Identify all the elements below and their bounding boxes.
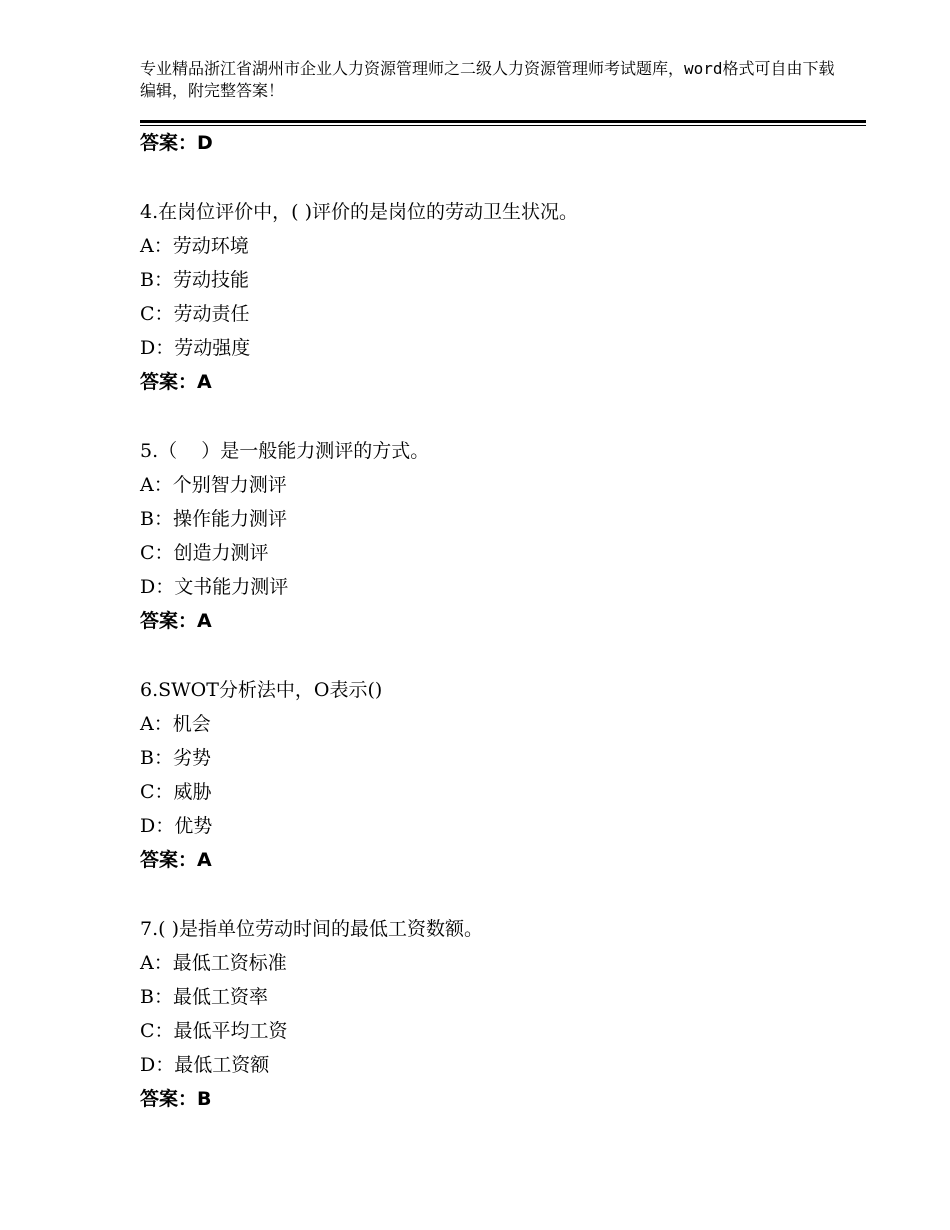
question-4	[140, 200, 860, 404]
option-d: D：劳动强度	[140, 337, 251, 359]
question-answer: 答案：A	[140, 849, 212, 871]
previous-answer: 答案：D	[140, 132, 213, 154]
question-stem: 7.( )是指单位劳动时间的最低工资数额。	[140, 918, 483, 940]
option-b: B：最低工资率	[140, 986, 268, 1008]
question-6	[140, 678, 860, 882]
option-d: D：最低工资额	[140, 1054, 270, 1076]
option-a: A：劳动环境	[140, 235, 249, 257]
option-c: C：劳动责任	[140, 303, 250, 325]
option-b: B：劳动技能	[140, 269, 249, 291]
option-a: A：最低工资标准	[140, 952, 287, 974]
question-stem: 4.在岗位评价中，( )评价的是岗位的劳动卫生状况。	[140, 201, 578, 223]
option-c: C：最低平均工资	[140, 1020, 288, 1042]
document-header: 专业精品浙江省湖州市企业人力资源管理师之二级人力资源管理师考试题库，word格式可自由下载编辑，附完整答案！	[140, 59, 835, 100]
question-5	[140, 439, 860, 643]
option-c: C：威胁	[140, 781, 212, 803]
question-7	[140, 917, 860, 1121]
question-stem: 5.（ ）是一般能力测评的方式。	[140, 440, 430, 462]
option-d: D：优势	[140, 815, 213, 837]
option-c: C：创造力测评	[140, 542, 269, 564]
option-a: A：机会	[140, 713, 211, 735]
question-answer: 答案：A	[140, 371, 212, 393]
header-divider-thick	[140, 120, 866, 123]
option-a: A：个别智力测评	[140, 474, 287, 496]
question-answer: 答案：B	[140, 1088, 212, 1110]
option-b: B：劣势	[140, 747, 211, 769]
option-d: D：文书能力测评	[140, 576, 289, 598]
question-answer: 答案：A	[140, 610, 212, 632]
header-divider-thin	[140, 125, 866, 126]
question-stem: 6.SWOT分析法中，O表示()	[140, 679, 383, 701]
option-b: B：操作能力测评	[140, 508, 287, 530]
